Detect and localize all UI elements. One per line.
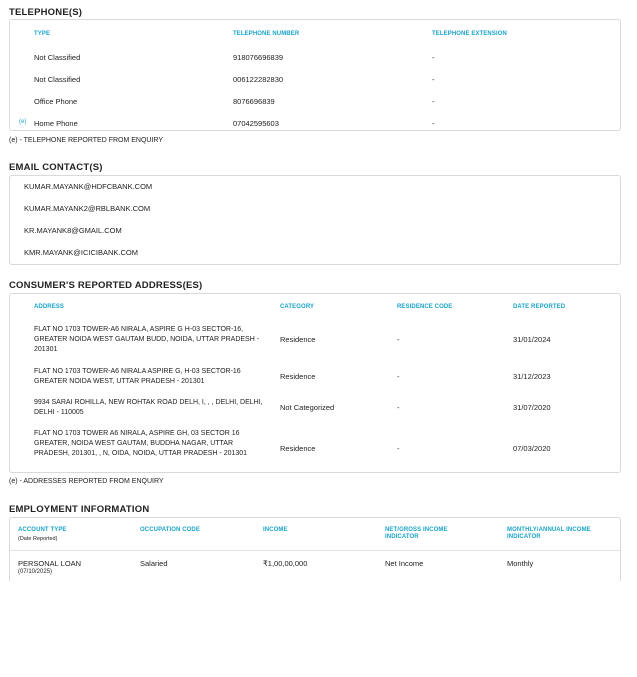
address-note: (e) - ADDRESSES REPORTED FROM ENQUIRY	[9, 478, 164, 485]
address-category: Residence	[280, 372, 316, 381]
employment-date-reported: (07/10/2025)	[18, 569, 53, 575]
employment-header-net-gross-line1: NET/GROSS INCOME	[385, 527, 448, 533]
telephone-type: Not Classified	[34, 53, 81, 62]
employment-header-date-reported: (Date Reported)	[18, 536, 58, 542]
employment-header-income: INCOME	[263, 527, 288, 533]
employment-header-monthly-line2: INDICATOR	[507, 534, 541, 540]
address-header-category: CATEGORY	[280, 304, 315, 310]
telephone-section-title: TELEPHONE(S)	[9, 7, 83, 18]
employment-table	[9, 517, 621, 581]
address-header-address: ADDRESS	[34, 304, 65, 310]
employment-occupation: Salaried	[140, 559, 168, 568]
telephone-extension: -	[432, 75, 435, 84]
telephone-number: 918076696839	[233, 53, 284, 62]
address-residence-code: -	[397, 335, 400, 344]
address-text: FLAT NO 1703 TOWER A6 NIRALA, ASPIRE GH, 03 SECTOR 16 GREATER, NOIDA WEST GAUTAM, BUDDHA NAGAR, UTTAR PRADESH, 201301, , N, OIDA, NOIDA, UTTAR PRADESH - 201301	[34, 430, 248, 457]
address-table	[9, 293, 621, 473]
telephone-extension: -	[432, 119, 435, 128]
telephone-number: 006122282830	[233, 75, 284, 84]
telephone-type: Office Phone	[34, 97, 78, 106]
telephone-number: 07042595603	[233, 119, 279, 128]
email-item: KUMAR.MAYANK2@RBLBANK.COM	[24, 204, 151, 213]
address-residence-code: -	[397, 444, 400, 453]
address-date-reported: 07/03/2020	[513, 444, 551, 453]
telephone-type: Not Classified	[34, 75, 81, 84]
employment-income: ₹1,00,00,000	[263, 559, 308, 568]
address-text: FLAT NO 1703 TOWER-A6 NIRALA, ASPIRE G H-03 SECTOR-16, GREATER NOIDA WEST GAUTAM BUDD, NOIDA, UTTAR PRADESH - 201301	[34, 326, 260, 353]
telephone-extension: -	[432, 97, 435, 106]
employment-header-account-type: ACCOUNT TYPE	[18, 527, 67, 533]
employment-header-occupation: OCCUPATION CODE	[140, 527, 200, 533]
address-category: Not Categorized	[280, 403, 335, 412]
employment-header-divider	[10, 550, 620, 551]
email-item: KR.MAYANK8@GMAIL.COM	[24, 226, 122, 235]
telephone-header-number: TELEPHONE NUMBER	[233, 31, 300, 37]
telephone-number: 8076696839	[233, 97, 275, 106]
employment-header-net-gross-line2: INDICATOR	[385, 534, 419, 540]
employment-net-gross: Net Income	[385, 559, 424, 568]
telephone-extension: -	[432, 53, 435, 62]
address-date-reported: 31/12/2023	[513, 372, 551, 381]
email-item: KMR.MAYANK@ICICIBANK.COM	[24, 248, 139, 257]
address-residence-code: -	[397, 403, 400, 412]
telephone-header-type: TYPE	[34, 31, 51, 37]
email-item: KUMAR.MAYANK@HDFCBANK.COM	[24, 182, 153, 191]
enquiry-marker: (e)	[19, 119, 27, 125]
address-category: Residence	[280, 444, 316, 453]
address-header-residence-code: RESIDENCE CODE	[397, 304, 453, 310]
address-residence-code: -	[397, 372, 400, 381]
email-list	[9, 175, 621, 265]
address-section-title: CONSUMER'S REPORTED ADDRESS(ES)	[9, 280, 203, 291]
telephone-type: Home Phone	[34, 119, 78, 128]
telephone-note: (e) - TELEPHONE REPORTED FROM ENQUIRY	[9, 137, 164, 144]
employment-header-monthly-line1: MONTHLY/ANNUAL INCOME	[507, 527, 591, 533]
email-section-title: EMAIL CONTACT(S)	[9, 162, 103, 173]
telephone-header-extension: TELEPHONE EXTENSION	[432, 31, 507, 37]
address-text: 9934 SARAI ROHILLA, NEW ROHTAK ROAD DELH, I, , , DELHI, DELHI, DELHI - 110005	[34, 399, 263, 416]
employment-account-type: PERSONAL LOAN	[18, 559, 82, 568]
address-text: FLAT NO 1703 TOWER-A6 NIRALA ASPIRE G, H-03 SECTOR-16 GREATER NOIDA WEST, UTTAR PRADESH - 201301	[34, 368, 241, 385]
address-category: Residence	[280, 335, 316, 344]
address-date-reported: 31/01/2024	[513, 335, 551, 344]
address-header-date-reported: DATE REPORTED	[513, 304, 566, 310]
address-date-reported: 31/07/2020	[513, 403, 551, 412]
telephone-table	[9, 19, 621, 131]
employment-section-title: EMPLOYMENT INFORMATION	[9, 504, 150, 515]
employment-monthly-annual: Monthly	[507, 559, 534, 568]
